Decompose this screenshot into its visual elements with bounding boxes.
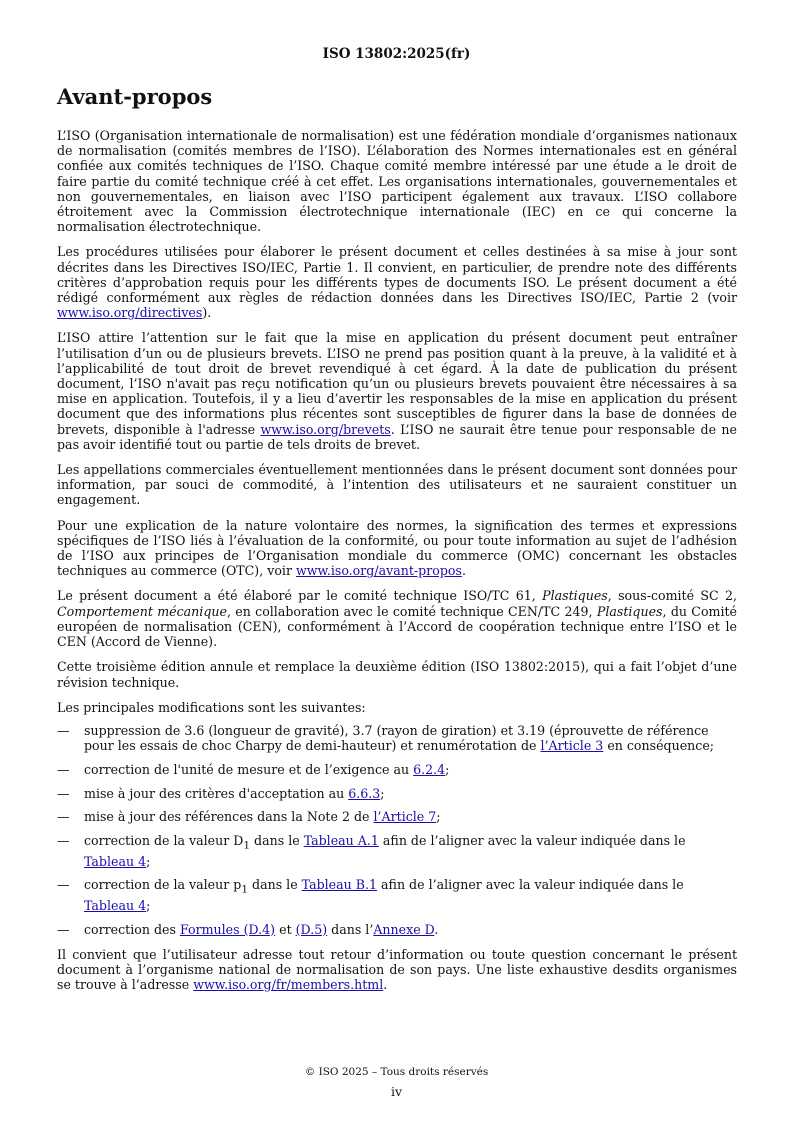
list-item: — correction de la valeur $D_1$ dans le Tableau A.1 afin de l’aligner avec la valeur indiquée dans le Tableau 4; [57, 832, 686, 869]
paragraph-feedback: Il convient que l’utilisateur adresse tout retour d’information ou toute question concernant le présent document à l’organisme national de normalisation de son pays. Une liste exhaustive desdits organismes se trouve à l’adresse www.iso.org/fr/members.html. [57, 946, 737, 993]
dash-bullet: — [57, 832, 70, 848]
paragraph-patents: L’ISO attire l’attention sur le fait que la mise en application du présent document peut entraîner l’utilisation d’un ou de plusieurs brevets. L’ISO ne prend pas position quant à la preuve, à la validité et à l’applicabilité de tout droit de brevet revendiqué à cet égard. À la date de publication du présent document, l’ISO n'avait pas reçu notification qu’un ou plusieurs brevets pouvaient être nécessaires à sa mise en application. Toutefois, il y a lieu d’avertir les responsables de la mise en application du présent document que des informations plus récentes sont susceptibles de figurer dans la base de données de brevets, disponible à l'adresse www.iso.org/brevets. L’ISO ne saurait être tenue pour responsable de ne pas avoir identifié tout ou partie de tels droits de brevet. [57, 330, 737, 452]
list-item: — correction des Formules (D.4) et (D.5) dans l’Annexe D. [57, 921, 439, 937]
list-item: — correction de l'unité de mesure et de l’exigence au 6.2.4; [57, 761, 450, 777]
clause-6-6-3-link[interactable]: 6.6.3 [348, 785, 381, 801]
directives-link[interactable]: www.iso.org/directives [57, 305, 203, 321]
table-b1-link[interactable]: Tableau B.1 [301, 877, 378, 893]
members-link[interactable]: www.iso.org/fr/members.html [193, 977, 384, 993]
list-item: — correction de la valeur $p_1$ dans le Tableau B.1 afin de l’aligner avec la valeur indiquée dans le Tableau 4; [57, 877, 684, 914]
formula-d4-link[interactable]: Formules (D.4) [179, 921, 276, 937]
paragraph-iso-intro: L’ISO (Organisation internationale de normalisation) est une fédération mondiale d’organismes nationaux de normalisation (comités membres de l’ISO). L’élaboration des Normes internationales est en général confiée aux comités techniques de l’ISO. Chaque comité membre intéressé par une étude a le droit de faire partie du comité technique créé à cet effet. Les organisations internationales, gouvernementales et non gouvernementales, en liaison avec l’ISO participent également aux travaux. L’ISO collabore étroitement avec la Commission électrotechnique internationale (IEC) en ce qui concerne la normalisation électrotechnique. [57, 128, 737, 235]
table-4-link[interactable]: Tableau 4 [84, 898, 147, 914]
table-4-link[interactable]: Tableau 4 [84, 853, 147, 869]
changes-list [57, 723, 737, 937]
paragraph-trade-names: Les appellations commerciales éventuellement mentionnées dans le présent document sont données pour information, par souci de commodité, à l’intention des utilisateurs et ne sauraient constituer un engagement. [57, 462, 737, 508]
dash-bullet: — [57, 785, 70, 801]
article-3-link[interactable]: l’Article 3 [540, 738, 604, 754]
article-7-link[interactable]: l’Article 7 [373, 809, 437, 825]
list-item: — suppression de 3.6 (longueur de gravité), 3.7 (rayon de giration) et 3.19 (éprouvette de référence pour les essais de choc Charpy de demi-hauteur) et renumérotation de l’Article 3 en conséquence; [57, 722, 715, 754]
foreword-link[interactable]: www.iso.org/avant-propos [295, 563, 462, 579]
table-a1-link[interactable]: Tableau A.1 [303, 832, 379, 848]
clause-6-2-4-link[interactable]: 6.2.4 [413, 761, 446, 777]
paragraph-voluntary-nature: Pour une explication de la nature volontaire des normes, la signification des termes et expressions spécifiques de l’ISO liés à l’évaluation de la conformité, ou pour toute information au sujet de l’adhésion de l’ISO aux principes de l’Organisation mondiale du commerce (OMC) concernant les obstacles techniques au commerce (OTC), voir www.iso.org/avant-propos. [57, 517, 737, 579]
list-item: — mise à jour des références dans la Note 2 de l’Article 7; [57, 809, 441, 825]
foreword-body [57, 128, 737, 1003]
paragraph-committee: Le présent document a été élaboré par le comité technique ISO/TC 61, Plastiques, sous-comité SC 2, Comportement mécanique, en collaboration avec le comité technique CEN/TC 249, Plastiques, du Comité européen de normalisation (CEN), conformément à l’Accord de coopération technique entre l’ISO et le CEN (Accord de Vienne). [57, 588, 738, 650]
paragraph-edition: Cette troisième édition annule et remplace la deuxième édition (ISO 13802:2015), qui a fait l’objet d’une révision technique. [57, 659, 737, 690]
list-item: — mise à jour des critères d'acceptation au 6.6.3; [57, 785, 385, 801]
patents-link[interactable]: www.iso.org/brevets [260, 421, 391, 437]
dash-bullet: — [57, 877, 70, 893]
page-number: iv [390, 1084, 403, 1099]
paragraph-procedures: Les procédures utilisées pour élaborer le présent document et celles destinées à sa mise à jour sont décrites dans les Directives ISO/IEC, Partie 1. Il convient, en particulier, de prendre note des différents critères d’approbation requis pour les différents types de documents ISO. Le présent document a été rédigé conformément aux règles de rédaction données dans les Directives ISO/IEC, Partie 2 (voir www.iso.org/directives). [57, 244, 737, 321]
document-header: ISO 13802:2025(fr) [322, 46, 471, 62]
copyright-notice: © ISO 2025 – Tous droits réservés [304, 1066, 489, 1078]
dash-bullet: — [57, 809, 70, 825]
dash-bullet: — [57, 921, 70, 937]
annex-d-link[interactable]: Annexe D [373, 921, 435, 937]
paragraph-changes-intro: Les principales modifications sont les suivantes: [57, 699, 366, 715]
dash-bullet: — [57, 722, 70, 738]
formula-d5-link[interactable]: (D.5) [295, 921, 328, 937]
page-title: Avant-propos [57, 84, 213, 109]
dash-bullet: — [57, 761, 70, 777]
